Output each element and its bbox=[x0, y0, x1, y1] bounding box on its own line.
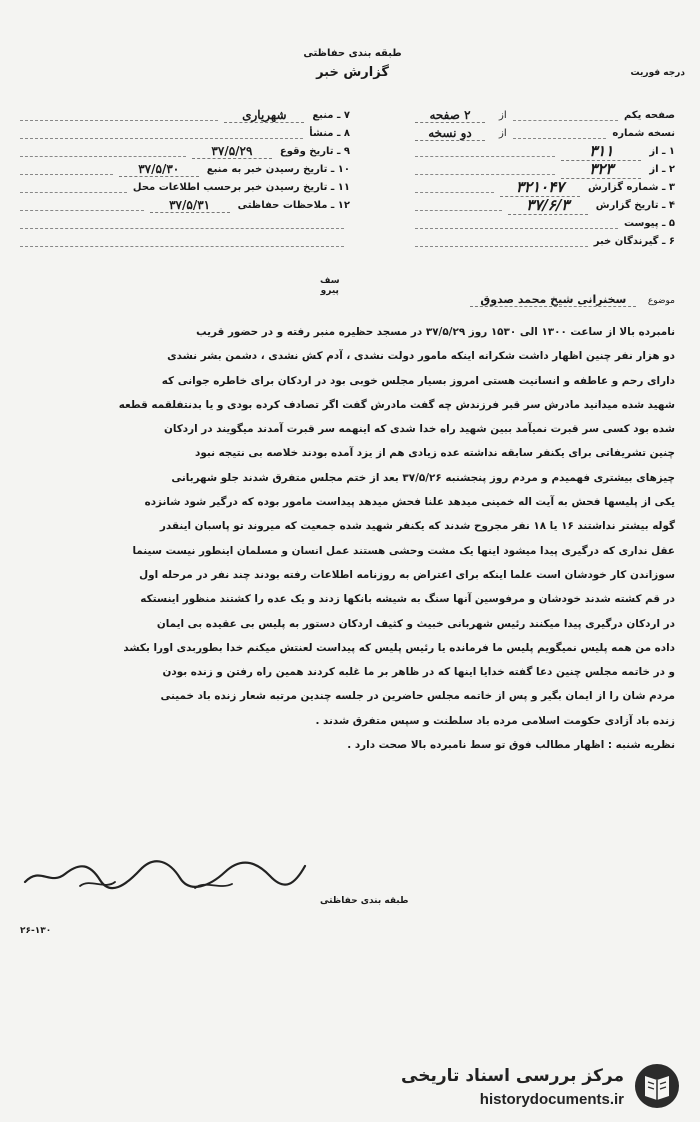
body-line: مردم شان را از ایمان بگیر و پس از خاتمه مجلس حاضرین در جلسه چندین مرتبه شعار زنده باد خمینی bbox=[160, 690, 675, 703]
classification-heading: طبقه بندی حفاظتی bbox=[303, 48, 402, 59]
body-line: دارای رحم و عاطفه و انسانیت هستی امروز بسیار مجلس خوبی بود در اردکان برای خاطره جوانی که bbox=[161, 374, 675, 387]
archive-website[interactable]: historydocuments.ir bbox=[479, 1091, 624, 1108]
field-page: صفحه یکم از ۲ صفحه bbox=[415, 106, 675, 124]
signature-classification: طبقه بندی حفاظتی bbox=[320, 896, 409, 906]
body-line: گوله بیشتر نداشتند ۱۶ یا ۱۸ نفر مجروح شدند که یکنفر شهید شده جمعیت که میروند تو پاسبان اینقدر bbox=[159, 520, 675, 533]
body-line: یکی از پلیسها فحش به آیت اله خمینی میدهد علنا فحش میدهد پیداست مامور بوده که درگیر شود شانزده bbox=[144, 496, 675, 509]
field-source: ۷ ـ منبع شهریاری bbox=[20, 106, 350, 124]
field-origin: ۸ ـ منشأ bbox=[20, 124, 350, 142]
small-stamp: سف پیرو bbox=[320, 276, 340, 296]
field-news-received-date: ۱۰ ـ تاریخ رسیدن خبر به منبع ۳۷/۵/۳۰ bbox=[20, 160, 350, 178]
document-code: ۲۶-۱۳۰ bbox=[20, 926, 52, 936]
body-line: چنین تشریفاتی برای یکنفر سابقه نداشته عده زیادی هم از یزد آمده بودند خلاصه بی نتیجه نبود bbox=[195, 447, 675, 460]
body-line: شده بود کسی سر قبرت نمیآمد ببین شهید راه خدا شدی که اینهمه سر قبرت آمدند میگویند در اردکان bbox=[163, 423, 675, 436]
archive-logo bbox=[392, 1060, 682, 1115]
priority-label: درجه فوریت bbox=[630, 68, 685, 78]
field-security-notes: ۱۲ ـ ملاحظات حفاظتی ۳۷/۵/۳۱ bbox=[20, 196, 350, 214]
field-from-1: ۱ ـ از ۳۱۱ bbox=[415, 142, 675, 160]
field-from-2: ۲ ـ از ۳۲۳ bbox=[415, 160, 675, 178]
body-line: نظریه شنبه : اظهار مطالب فوق تو سط نامبرده بالا صحت دارد . bbox=[347, 739, 675, 752]
field-event-date: ۹ ـ تاریخ وقوع ۳۷/۵/۲۹ bbox=[20, 142, 350, 160]
field-attachment: ۵ ـ پیوست bbox=[415, 214, 675, 232]
body-line: دو هزار نفر چنین اظهار داشت شکرانه اینکه مامور دولت نشدی ، آدم کش نشدی ، دشمن بشر نشدی bbox=[167, 350, 675, 363]
field-copy-number: نسخه شماره از دو نسخه bbox=[415, 124, 675, 142]
body-line: چیزهای بیشتری فهمیدم و مردم روز پنجشنبه ۳۷/۵/۲۶ بعد از ختم مجلس متفرق شدند جلو شهربانی bbox=[171, 471, 675, 484]
body-line: عقل نداری که درگیری پیدا میشود اینها یک مشت وحشی هستند عمل انسان و مسلمان اینطور نیست سینما bbox=[132, 544, 675, 557]
report-header bbox=[20, 48, 685, 80]
body-line: نامبرده بالا از ساعت ۱۳۰۰ الی ۱۵۳۰ روز ۳۷/۵/۲۹ در مسجد حظیره منبر رفته و در حضور قریب bbox=[196, 326, 675, 338]
body-line: در اردکان درگیری پیدا میکنند رئیس شهربانی خبیث و کثیف اردکان دستور به پلیس بی عقیده بی ایمان bbox=[156, 617, 675, 630]
body-line: و در خاتمه مجلس چنین دعا گفته خدایا اینها که در ظاهر بر ما غلبه کردند همین راه رفتن و زنده بودن bbox=[162, 666, 675, 679]
report-body bbox=[28, 320, 675, 757]
field-report-date: ۴ ـ تاریخ گزارش ۳۷/۶/۳ bbox=[415, 196, 675, 214]
right-fields bbox=[415, 106, 675, 250]
blank-line-1 bbox=[20, 214, 350, 232]
blank-line-2 bbox=[20, 232, 350, 250]
subject-line bbox=[470, 293, 675, 306]
archive-name: مرکز بررسی اسناد تاریخی bbox=[401, 1066, 624, 1086]
report-document bbox=[20, 48, 685, 936]
body-line: زنده باد آزادی حکومت اسلامی مرده باد سلطنت و سپس متفرق شدند . bbox=[315, 714, 675, 727]
subject-label: موضوع bbox=[647, 296, 675, 306]
field-recipients: ۶ ـ گیرندگان خبر bbox=[415, 232, 675, 250]
body-line: داده من همه پلیس نمیگویم پلیس ما فرمانده یا رئیس پلیس که پیداست لعنتش میکنم خدا بطوربدی اورا بکشد bbox=[123, 641, 675, 654]
handwritten-note bbox=[20, 856, 310, 892]
field-local-date: ۱۱ ـ تاریخ رسیدن خبر برحسب اطلاعات محل bbox=[20, 178, 350, 196]
left-fields bbox=[20, 106, 350, 250]
subject-value: سخنرانی شیخ محمد صدوق bbox=[470, 293, 636, 307]
body-line: شهید شده میدانید مادرش سر قبر فرزندش چه گفت مادرش گفت اگر تصادف کرده بودی و یا بدنتفلقمه قطعه bbox=[118, 398, 675, 411]
book-emblem-icon bbox=[632, 1062, 682, 1110]
body-line: در قم کشته شدند خودشان و مرفوسین آنها سنگ به شیشه بانکها زدند و یک عده را کشتند منظور اینستکه bbox=[140, 593, 675, 606]
field-report-number: ۳ ـ شماره گزارش ۳۲۱۰۴۷ bbox=[415, 178, 675, 196]
report-title: گزارش خبر bbox=[316, 65, 389, 80]
body-line: سوزاندن کار خودشان است علما اینکه برای اعتراض به روزنامه اطلاعات رفته بودند چند نفر در مرحله اول bbox=[139, 568, 675, 581]
